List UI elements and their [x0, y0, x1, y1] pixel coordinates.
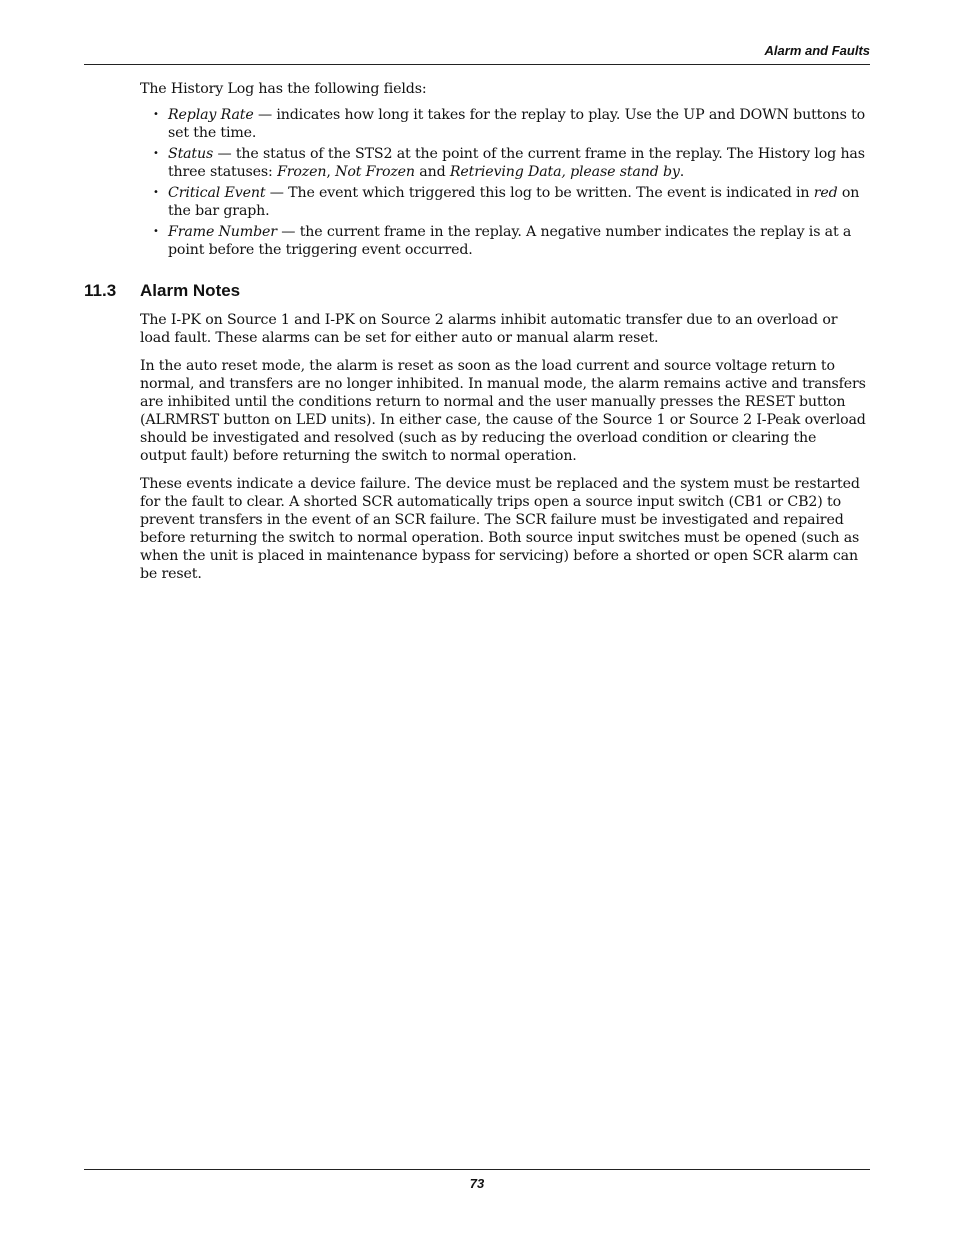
field-description: the current frame in the replay. A negative number indicates the replay is at a point before the triggering event occurred.: [168, 224, 852, 258]
section-title: Alarm Notes: [140, 281, 241, 300]
history-log-fields-list: [140, 106, 866, 259]
section-number: 11.3: [84, 281, 117, 300]
status-frozen: Frozen: [277, 164, 327, 180]
field-description: The event which triggered this log to be written. The event is indicated in: [288, 185, 814, 201]
paragraph-auto-reset: In the auto reset mode, the alarm is reset as soon as the load current and source voltage return to normal, and transfers are no longer inhibited. In manual mode, the alarm remains active and transfers are inhibited until the conditions return to normal and the user manually presses the RESET button (ALRMRST button on LED units). In either case, the cause of the Source 1 or Source 2 I-Peak overload should be investigated and resolved (such as by reducing the overload condition or clearing the output fault) before returning the switch to normal operation.: [140, 358, 866, 464]
status-not-frozen: Not Frozen: [335, 164, 415, 180]
section-heading: [84, 281, 866, 301]
emphasis-red: red: [813, 185, 838, 201]
status-retrieving-data: Retrieving Data, please stand by: [449, 164, 680, 180]
footer-rule: [84, 1169, 870, 1170]
list-item-status: • Status — the status of the STS2 at the point of the current frame in the replay. The History log has three statuses: Frozen, Not Frozen and Retrieving Data, please stand by.: [153, 146, 865, 180]
history-log-intro: The History Log has the following fields:: [140, 81, 427, 97]
field-term: Critical Event: [168, 185, 266, 201]
field-description: the status of the STS2 at the point of the current frame in the replay. The History log has three statuses:: [168, 146, 865, 180]
paragraph-device-failure: These events indicate a device failure. The device must be replaced and the system must be restarted for the fault to clear. A shorted SCR automatically trips open a source input switch (CB1 or CB2) to prevent transfers in the event of an SCR failure. The SCR failure must be investigated and repaired before returning the switch to normal operation. Both source input switches must be opened (such as when the unit is placed in maintenance bypass for servicing) before a shorted or open SCR alarm can be reset.: [140, 476, 860, 582]
field-term: Status: [168, 146, 214, 162]
field-term: Replay Rate: [168, 107, 254, 123]
field-description: indicates how long it takes for the replay to play. Use the UP and DOWN buttons to set the time.: [168, 107, 866, 141]
page-number: 73: [469, 1176, 485, 1191]
bullet-icon: •: [153, 187, 159, 198]
bullet-icon: •: [153, 226, 159, 237]
page-content: [84, 80, 866, 593]
header-rule: [84, 64, 870, 65]
list-item-frame-number: • Frame Number — the current frame in the replay. A negative number indicates the replay is at a point before the triggering event occurred.: [153, 224, 852, 258]
list-item-replay-rate: • Replay Rate — indicates how long it takes for the replay to play. Use the UP and DOWN buttons to set the time.: [153, 107, 866, 141]
paragraph-ipk-alarms: The I-PK on Source 1 and I-PK on Source 2 alarms inhibit automatic transfer due to an overload or load fault. These alarms can be set for either auto or manual alarm reset.: [140, 312, 838, 346]
bullet-icon: •: [153, 148, 159, 159]
field-term: Frame Number: [168, 224, 277, 240]
list-item-critical-event: • Critical Event — The event which triggered this log to be written. The event is indicated in red on the bar graph.: [153, 185, 860, 219]
bullet-icon: •: [153, 109, 159, 120]
running-header-title: Alarm and Faults: [764, 43, 870, 58]
